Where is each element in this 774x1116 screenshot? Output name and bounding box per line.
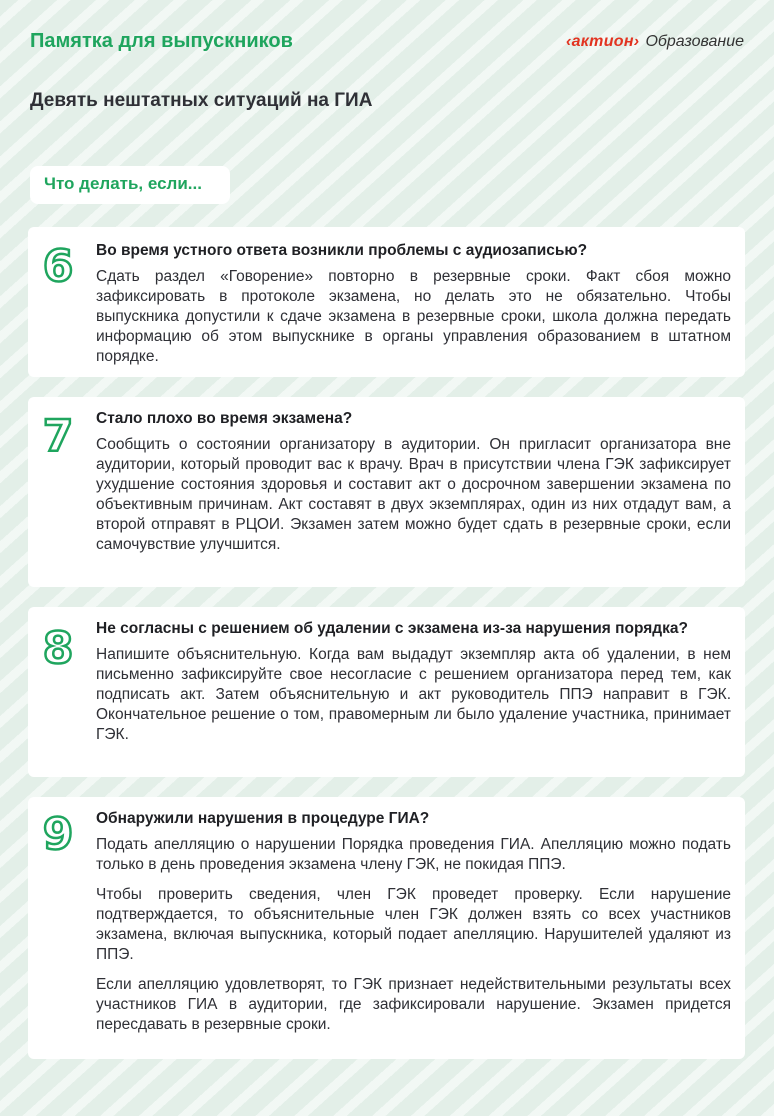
situation-question: Обнаружили нарушения в процедуре ГИА? [96,810,430,827]
brand-logo [566,33,744,51]
brand-logo-mark: ‹актион› [565,33,640,50]
header-title: Памятка для выпускников [30,30,293,52]
situation-card-9 [28,797,745,1059]
situation-card-7 [28,397,745,587]
section-tab: Что делать, если... [30,166,230,204]
situation-body [96,409,731,565]
situation-card-8 [28,607,745,777]
situation-question: Стало плохо во время экзамена? [96,410,353,427]
situation-number: 7 [42,411,74,462]
situation-card-6 [28,227,745,377]
situation-answer: Сообщить о состоянии организатору в аудитории. Он пригласит организатора вне аудитории, который проводит вас к врачу. Врач в присутствии члена ГЭК зафиксирует ухудшение состояния здоровья и составит акт о досрочном завершении экзамена по объективным причинам. Акт составят в двух экземплярах, один из них отдадут вам, а второй отправят в РЦОИ. Экзамен затем можно будет сдать в резервные сроки, если самочувствие улучшится. [96,436,731,553]
situation-question: Не согласны с решением об удалении с экзамена из-за нарушения порядка? [96,620,688,637]
brand-logo-suffix: Образование [645,33,744,50]
situation-question: Во время устного ответа возникли проблемы с аудиозаписью? [96,242,588,259]
situation-body [96,809,731,1045]
document-title: Девять нештатных ситуаций на ГИА [30,90,373,111]
situation-number: 9 [42,809,74,860]
situation-body [96,619,731,755]
situation-answer-paragraph: Подать апелляцию о нарушении Порядка проведения ГИА. Апелляцию можно подать только в день проведения экзамена члену ГЭК, не покидая ППЭ. [96,836,731,873]
situation-number: 8 [42,623,74,674]
situation-answer-paragraph: Чтобы проверить сведения, член ГЭК проведет проверку. Если нарушение подтверждается, то объяснительные член ГЭК должен взять со всех участников экзамена, включая выпускника, который подает апелляцию. Нарушителей удаляют из ППЭ. [96,886,731,963]
situation-number: 6 [42,241,74,292]
situation-answer-paragraph: Если апелляцию удовлетворят, то ГЭК признает недействительными результаты всех участников ГИА в аудитории, где зафиксировали нарушение. Экзамен придется пересдавать в резервные сроки. [96,976,731,1033]
situation-body [96,241,731,377]
situation-answer: Напишите объяснительную. Когда вам выдадут экземпляр акта об удалении, в нем письменно зафиксируйте свое несогласие с решением организатора перед тем, как подписать акт. Затем объяснительную и акт руководитель ППЭ направит в ГЭК. Окончательное решение о том, правомерным ли было удаление участника, принимает ГЭК. [96,646,731,743]
situation-answer: Сдать раздел «Говорение» повторно в резервные сроки. Факт сбоя можно зафиксировать в протоколе экзамена, но делать это не обязательно. Чтобы выпускника допустили к сдаче экзамена в резервные сроки, школа должна передать информацию об этом выпускнике в органы управления образованием в штатном порядке. [96,268,731,365]
